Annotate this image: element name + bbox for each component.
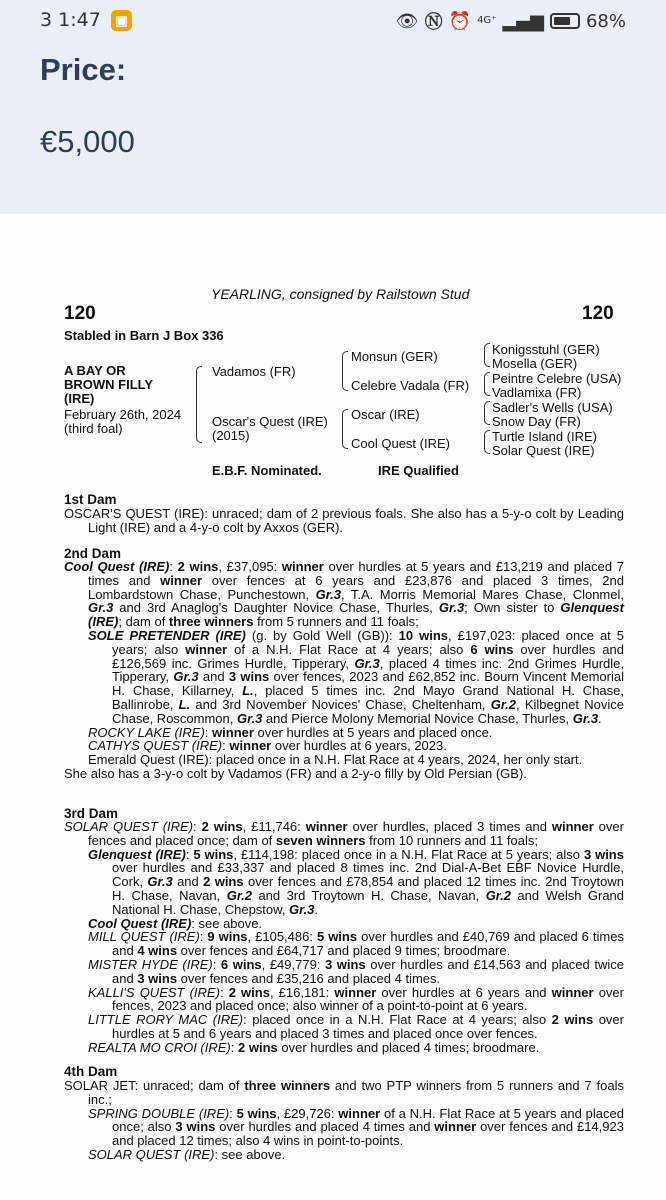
network-type: 4G⁺ (477, 15, 497, 26)
dam: Oscar's Quest (IRE) (212, 414, 328, 429)
stabled-line: Stabled in Barn J Box 336 (64, 328, 224, 343)
eye-icon: 👁 (395, 10, 419, 32)
consignment-line: YEARLING, consigned by Railstown Stud (211, 286, 470, 302)
pedigree-brace (342, 409, 348, 449)
clock: 3 1:47 (40, 9, 101, 31)
alarm-icon: ⏰ (448, 10, 472, 32)
second-dam-text (64, 560, 624, 781)
lot-number-right: 120 (582, 303, 614, 324)
nfc-icon: Ⓝ (424, 12, 443, 33)
rocky-lake-entry: ROCKY LAKE (IRE): winner over hurdles at 5 years and placed once. (88, 724, 493, 740)
solar-jet-entry: SOLAR JET: unraced; dam of three winners and two PTP winners from 5 runners and 7 foals inc.; (64, 1078, 624, 1107)
cool-quest-entry: Cool Quest (IRE): 2 wins, £37,095: winner over hurdles at 5 years and £13,219 and placed 7 times and winner over fences at 6 years and £23,876 and placed 3 times, 2nd Lombardstown Chase, Punchestown, Gr.3, T.A. Morris Memorial Mares Chase, Clonmel, Gr.3 and 3rd Anaglog's Daughter Novice Chase, Thurles, Gr.3; Own sister to Glenquest (IRE); dam of three winners from 5 runners and 11 foals; (64, 559, 624, 630)
sire-dam-sire: Peintre Celebre (USA) (492, 371, 622, 386)
pedigree-brace (484, 401, 490, 425)
horse-name-line2: BROWN FILLY (64, 377, 154, 392)
fourth-dam-heading: 4th Dam (64, 1064, 118, 1079)
ebf-nominated: E.B.F. Nominated. (212, 463, 322, 478)
dam-year: (2015) (212, 428, 250, 443)
dam-dam-sire: Turtle Island (IRE) (492, 429, 597, 444)
emerald-quest-entry: Emerald Quest (IRE): placed once in a N.H. Flat Race at 4 years, 2024, her only start. (88, 752, 583, 768)
little-rory-mac-entry: LITTLE RORY MAC (IRE): placed once in a N.H. Flat Race at 4 years; also 2 wins over hurdles at 5 and 6 years and placed 3 times and placed once over fences. (88, 1012, 624, 1041)
second-dam-also: She also has a 3-y-o colt by Vadamos (FR) and a 2-y-o filly by Old Persian (GB). (64, 765, 527, 781)
pedigree-brace (342, 351, 348, 391)
signal-icon: ▂▄▆ (502, 10, 544, 32)
dam-sire-dam: Snow Day (FR) (492, 414, 581, 429)
first-dam-heading: 1st Dam (64, 492, 117, 507)
first-dam-text (64, 507, 624, 535)
second-dam-heading: 2nd Dam (64, 546, 122, 561)
price-value: €5,000 (40, 124, 135, 159)
mister-hyde-entry: MISTER HYDE (IRE): 6 wins, £49,779: 3 wins over hurdles and £14,563 and placed twice and 3 wins over fences and £35,216 and placed 4 times. (88, 956, 624, 986)
glenquest-entry: Glenquest (IRE): 5 wins, £114,198: placed once in a N.H. Flat Race at 5 years; also 3 wins over hurdles and £33,337 and placed 8 times inc. 2nd Dial-A-Bet EBF Novice Hurdle, Cork, Gr.3 and 2 wins over fences and £78,854 and placed 12 times inc. 2nd Troytown H. Chase, Navan, Gr.2 and 3rd Troytown H. Chase, Navan, Gr.2 and Welsh Grand National H. Chase, Chepstow, Gr.3. (88, 846, 625, 917)
cool-quest-ref-entry: Cool Quest (IRE): see above. (88, 915, 263, 931)
battery-icon (550, 13, 580, 29)
pedigree-brace (484, 430, 490, 454)
sire-sire: Monsun (GER) (351, 349, 438, 364)
status-icons (396, 9, 626, 33)
app-notification-icon: ▣ (111, 10, 132, 31)
sire: Vadamos (FR) (212, 364, 296, 379)
sire-dam: Celebre Vadala (FR) (351, 378, 470, 393)
foal-number: (third foal) (64, 421, 123, 436)
price-panel (0, 44, 666, 214)
first-dam-paragraph: OSCAR'S QUEST (IRE): unraced; dam of 2 previous foals. She also has a 5-y-o colt by Leading Light (IRE) and a 4-y-o colt by Axxos (GER). (64, 506, 624, 535)
spring-double-entry: SPRING DOUBLE (IRE): 5 wins, £29,726: winner of a N.H. Flat Race at 5 years and placed once; also 3 wins over hurdles and placed 4 times and winner over fences and £14,923 and placed 12 times; also 4 wins in point-to-points. (88, 1105, 624, 1149)
fourth-dam-text (64, 1079, 624, 1162)
realta-mo-croi-entry: REALTA MO CROI (IRE): 2 wins over hurdles and placed 4 times; broodmare. (88, 1039, 540, 1055)
dam-sire-sire: Sadler's Wells (USA) (492, 400, 613, 415)
sole-pretender-entry: SOLE PRETENDER (IRE) (g. by Gold Well (GB)): 10 wins, £197,023: placed once at 5 years; also winner of a N.H. Flat Race at 4 years; also 6 wins over hurdles and £126,569 inc. Grimes Hurdle, Tipperary, Gr.3, placed 4 times inc. 2nd Grimes Hurdle, Tipperary, Gr.3 and 3 wins over fences, 2023 and £62,852 inc. Bourn Vincent Memorial H. Chase, Killarney, L., placed 5 times inc. 2nd Mayo Grand National H. Chase, Ballinrobe, L. and 3rd November Novices' Chase, Cheltenham, Gr.2, Kilbegnet Novice Chase, Roscommon, Gr.3 and Pierce Molony Memorial Novice Chase, Thurles, Gr.3. (88, 627, 625, 726)
ire-qualified: IRE Qualified (378, 463, 459, 478)
third-dam-heading: 3rd Dam (64, 806, 119, 821)
third-dam-text (64, 820, 624, 1055)
cathys-quest-entry: CATHYS QUEST (IRE): winner over hurdles at 6 years, 2023. (88, 738, 447, 754)
horse-name-line1: A BAY OR (64, 363, 126, 378)
sire-sire-dam: Mosella (GER) (492, 356, 578, 371)
dam-dam: Cool Quest (IRE) (351, 436, 450, 451)
sire-sire-sire: Konigsstuhl (GER) (492, 342, 600, 357)
battery-percent: 68% (585, 10, 626, 32)
dam-sire: Oscar (IRE) (351, 407, 420, 422)
kallis-quest-entry: KALLI'S QUEST (IRE): 2 wins, £16,181: winner over hurdles at 6 years and winner over fences, 2023 and placed once; also winner of a point-to-point at 6 years. (88, 984, 624, 1014)
lot-number-left: 120 (64, 303, 96, 324)
status-bar (0, 0, 666, 44)
pedigree-brace (196, 366, 202, 443)
price-label: Price: (40, 52, 127, 87)
solar-quest-entry: SOLAR QUEST (IRE): 2 wins, £11,746: winner over hurdles, placed 3 times and winner over fences and placed once; dam of seven winners from 10 runners and 11 foals; (64, 819, 624, 848)
dam-dam-dam: Solar Quest (IRE) (492, 443, 595, 458)
foaling-date: February 26th, 2024 (64, 407, 182, 422)
catalogue-page (0, 214, 666, 1200)
pedigree-brace (484, 372, 490, 396)
horse-name-line3: (IRE) (64, 391, 95, 406)
mill-quest-entry: MILL QUEST (IRE): 9 wins, £105,486: 5 wins over hurdles and £40,769 and placed 6 times and 4 wins over fences and £64,717 and placed 9 times; broodmare. (88, 929, 624, 959)
sire-dam-dam: Vadlamixa (FR) (492, 385, 582, 400)
solar-quest-ref-entry: SOLAR QUEST (IRE): see above. (88, 1146, 286, 1162)
pedigree-brace (484, 343, 490, 367)
